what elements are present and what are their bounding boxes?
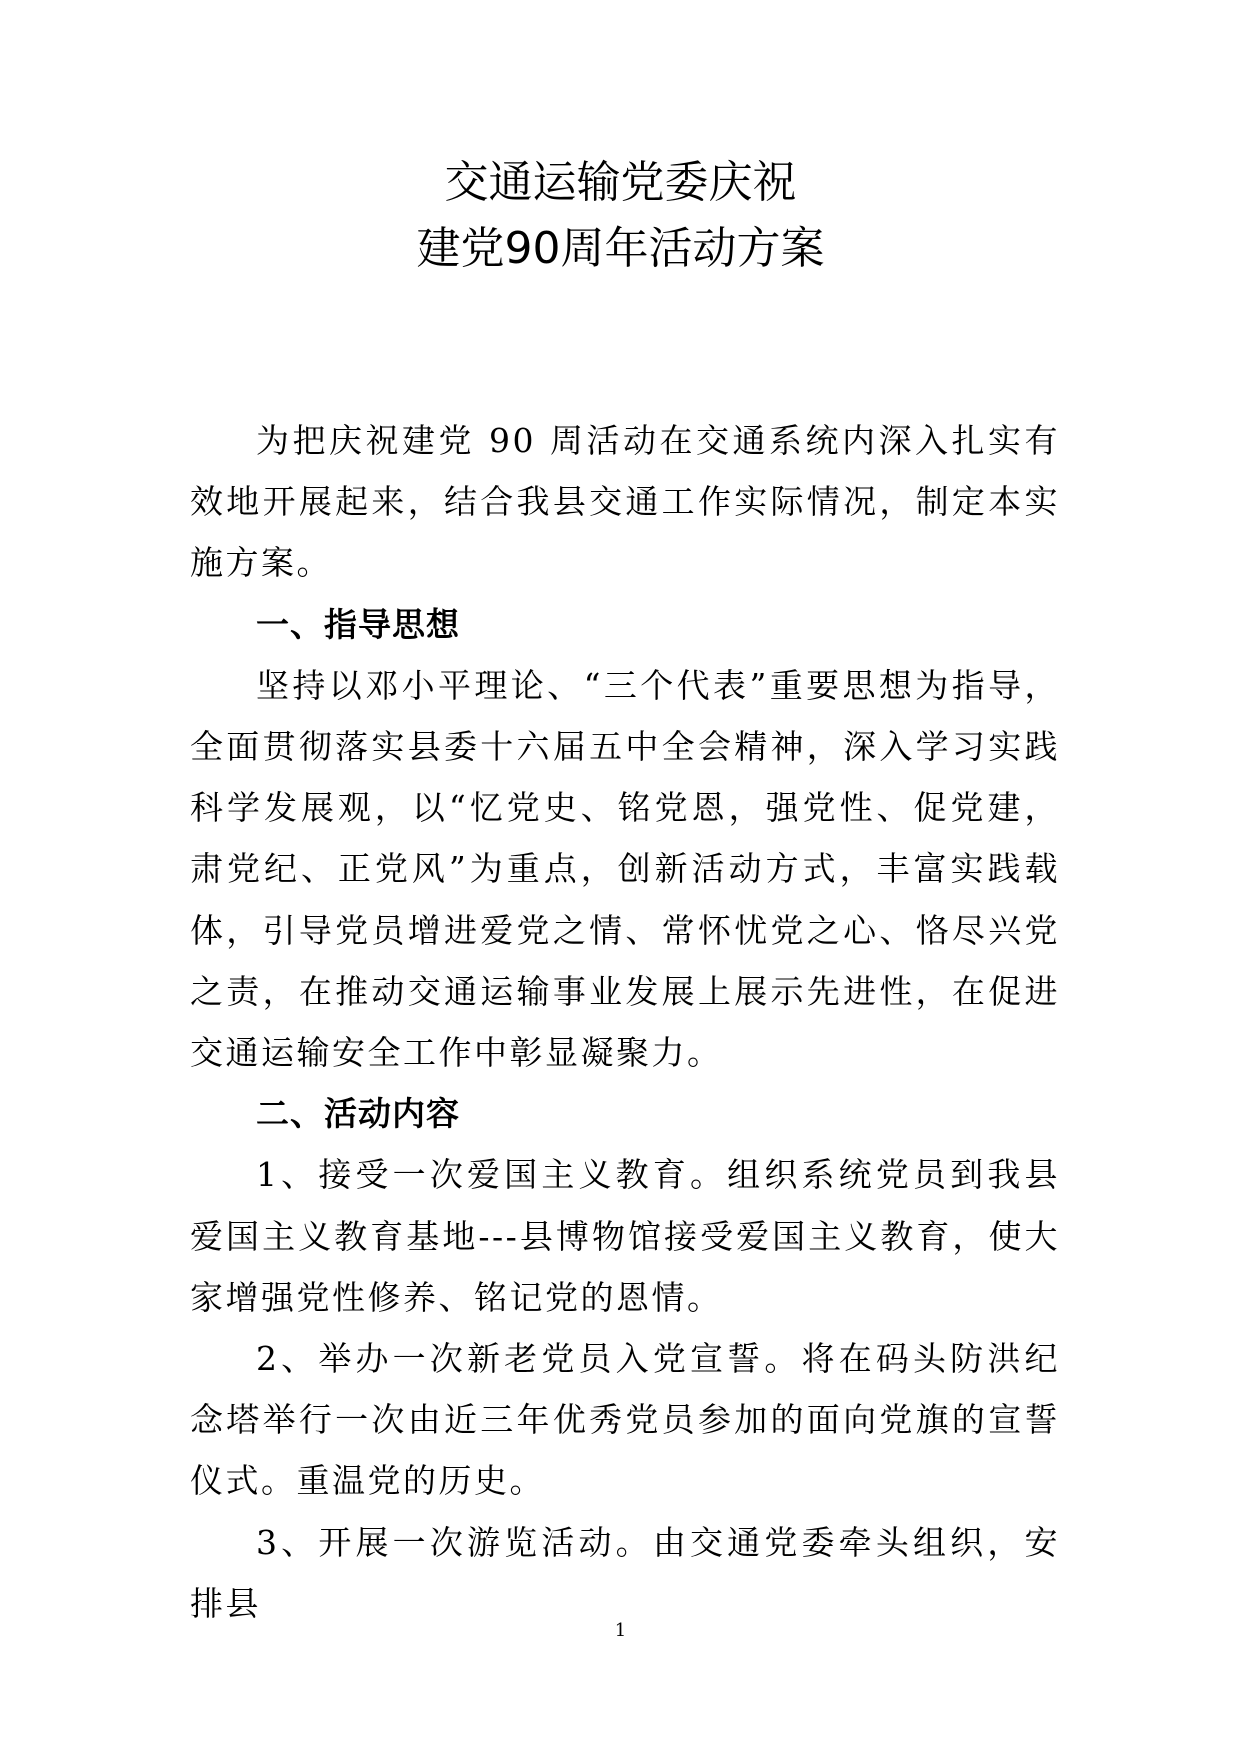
activity-item-3: 3、开展一次游览活动。由交通党委牵头组织，安排县 (190, 1522, 1060, 1623)
document-body (190, 410, 1060, 1634)
document-title (0, 150, 1241, 282)
title-line-1: 交通运输党委庆祝 (444, 157, 797, 208)
page-number: 1 (614, 1620, 627, 1641)
intro-paragraph: 为把庆祝建党 90 周活动在交通系统内深入扎实有效地开展起来，结合我县交通工作实际情况，制定本实施方案。 (190, 421, 1060, 583)
activity-item-1: 1、接受一次爱国主义教育。组织系统党员到我县爱国主义教育基地---县博物馆接受爱国主义教育，使大家增强党性修养、铭记党的恩情。 (190, 1155, 1060, 1317)
title-line-2: 建党90周年活动方案 (416, 223, 825, 274)
guiding-ideology-paragraph: 坚持以邓小平理论、“三个代表”重要思想为指导，全面贯彻落实县委十六届五中全会精神，深入学习实践科学发展观，以“忆党史、铭党恩，强党性、促党建，肃党纪、正党风”为重点，创新活动方式，丰富实践载体，引导党员增进爱党之情、常怀忧党之心、恪尽兴党之责，在推动交通运输事业发展上展示先进性，在促进交通运输安全工作中彰显凝聚力。 (190, 665, 1060, 1073)
section-heading-activities: 二、活动内容 (256, 1094, 460, 1134)
activity-item-2: 2、举办一次新老党员入党宣誓。将在码头防洪纪念塔举行一次由近三年优秀党员参加的面向党旗的宣誓仪式。重温党的历史。 (190, 1339, 1060, 1501)
section-heading-guiding-ideology: 一、指导思想 (256, 604, 460, 644)
